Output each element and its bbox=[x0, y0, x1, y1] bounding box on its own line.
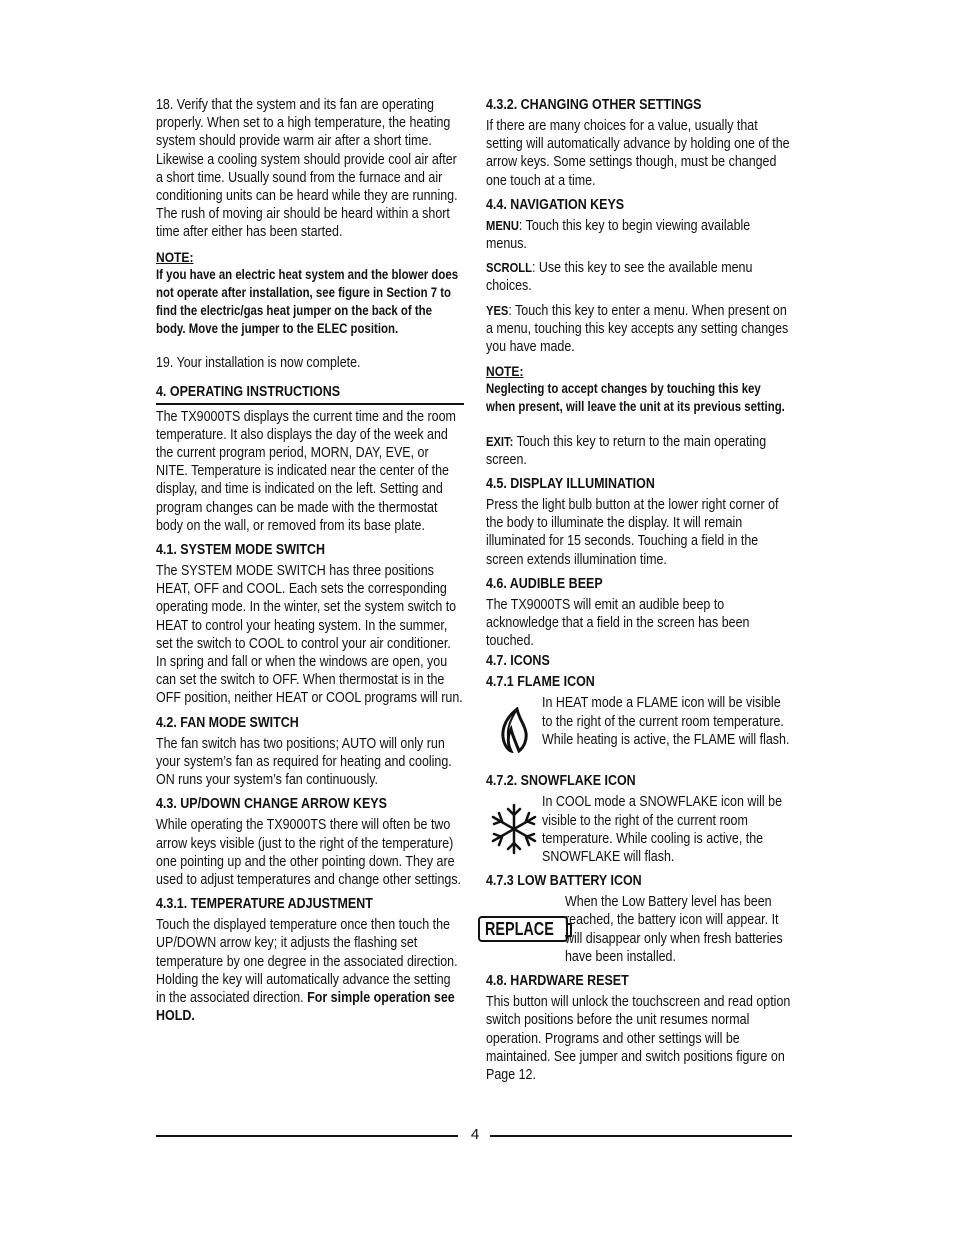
note-text-right: Neglecting to accept changes by touching this key when present, will leave the unit at its previous setting. bbox=[486, 381, 785, 415]
left-column bbox=[156, 96, 464, 1031]
section-4-6-text: The TX9000TS will emit an audible beep to acknowledge that a field in the screen has been touched. bbox=[486, 596, 750, 650]
battery-icon-row bbox=[486, 893, 792, 966]
section-4-4-title: 4.4. NAVIGATION KEYS bbox=[486, 196, 625, 213]
step-19-text: 19. Your installation is now complete. bbox=[156, 355, 361, 372]
low-battery-icon bbox=[486, 893, 565, 965]
section-4-8-title: 4.8. HARDWARE RESET bbox=[486, 973, 629, 990]
section-4-3-2-title: 4.3.2. CHANGING OTHER SETTINGS bbox=[486, 97, 702, 113]
step-18-text: 18. Verify that the system and its fan are operating properly. When set to a high temperature, the heating system should provide warm air after a short time. Likewise a cooling system should provide cool air after a short time. Usually sound from the furnace and air conditioning units can be heard while they are running. The rush of moving air should be heard within a short time after either has been started. bbox=[156, 97, 458, 241]
yes-key-label: YES bbox=[486, 302, 509, 318]
section-4-7-3-title: 4.7.3 LOW BATTERY ICON bbox=[486, 873, 642, 890]
yes-key-text: YES: Touch this key to enter a menu. When present on a menu, touching this key accepts any setting changes you have made. bbox=[486, 302, 789, 356]
section-4-2-title: 4.2. FAN MODE SWITCH bbox=[156, 714, 299, 731]
page-number: 4 bbox=[470, 1126, 480, 1143]
flame-icon bbox=[486, 694, 542, 766]
section-4-8-text: This button will unlock the touchscreen and read option switch positions before the unit resumes normal operation. Programs and other settings will be maintained. See jumper and switch positions figure on Page 12. bbox=[486, 994, 791, 1083]
section-4-7-2-text: In COOL mode a SNOWFLAKE icon will be visible to the right of the current room temperature. While cooling is active, the SNOWFLAKE will flash. bbox=[542, 794, 783, 866]
exit-key-text: EXIT: Touch this key to return to the main operating screen. bbox=[486, 433, 767, 468]
section-4-text: The TX9000TS displays the current time and the room temperature. It also displays the day of the week and the current program period, MORN, DAY, EVE, or NITE. Temperature is indicated near the center of the display, and time is indicated on the left. Setting and program changes can be made with the thermostat body on the wall, or removed from its base plate. bbox=[156, 408, 456, 534]
section-4-3-1-title: 4.3.1. TEMPERATURE ADJUSTMENT bbox=[156, 896, 373, 913]
section-4-3-2-text: If there are many choices for a value, usually that setting will automatically advance by holding one of the arrow keys. Some settings though, must be changed one touch at a time. bbox=[486, 118, 790, 189]
battery-replace-label: REPLACE bbox=[484, 919, 554, 940]
section-4-7-1-title: 4.7.1 FLAME ICON bbox=[486, 674, 595, 691]
note-label-right: NOTE: bbox=[486, 363, 524, 380]
menu-key-label: MENU bbox=[486, 217, 519, 233]
snowflake-icon bbox=[486, 793, 542, 865]
section-4-title: 4. OPERATING INSTRUCTIONS bbox=[156, 383, 464, 405]
scroll-key-label: SCROLL bbox=[486, 260, 532, 276]
section-4-7-1-text: In HEAT mode a FLAME icon will be visible to the right of the current room temperature. While heating is active, the FLAME will flash. bbox=[542, 695, 790, 748]
section-4-5-text: Press the light bulb button at the lower right corner of the body to illuminate the display. It will remain illuminated for 15 seconds. Touching a field in the screen extends illumination time. bbox=[486, 497, 779, 568]
section-4-1-text: The SYSTEM MODE SWITCH has three positions HEAT, OFF and COOL. Each sets the corresponding operating mode. In the winter, set the system switch to HEAT to control your heating system. In the summer, set the switch to COOL to control your air conditioner. In spring and fall or when the windows are open, you can set the switch to OFF. When thermostat is in the OFF position, neither HEAT or COOL programs will run. bbox=[156, 563, 463, 707]
exit-key-label: EXIT: bbox=[486, 433, 514, 449]
section-4-1-title: 4.1. SYSTEM MODE SWITCH bbox=[156, 542, 326, 559]
section-4-3-1-text: Touch the displayed temperature once then touch the UP/DOWN arrow key; it adjusts the flashing set temperature by one degree in the associated direction. Holding the key will automatically advance the setting in the associated direction. For simple operation see HOLD. bbox=[156, 917, 458, 1025]
section-4-6-title: 4.6. AUDIBLE BEEP bbox=[486, 575, 603, 592]
footer-rule-left bbox=[156, 1135, 458, 1137]
footer-rule-right bbox=[490, 1135, 792, 1137]
section-4-2-text: The fan switch has two positions; AUTO will only run your system’s fan as required for heating and cooling. ON runs your system’s fan continuously. bbox=[156, 735, 452, 789]
section-4-3-title: 4.3. UP/DOWN CHANGE ARROW KEYS bbox=[156, 796, 387, 813]
menu-key-text: MENU: Touch this key to begin viewing available menus. bbox=[486, 217, 751, 253]
right-column bbox=[486, 96, 792, 1090]
section-4-3-text: While operating the TX9000TS there will often be two arrow keys visible (just to the right of the temperature) one pointing up and the other pointing down. They are used to adjust temperatures and change other settings. bbox=[156, 817, 462, 888]
note-text: If you have an electric heat system and the blower does not operate after installation, see figure in Section 7 to find the electric/gas heat jumper on the back of the body. Move the jumper to the ELEC position. bbox=[156, 266, 459, 337]
section-4-7-title: 4.7. ICONS bbox=[486, 653, 550, 670]
section-4-5-title: 4.5. DISPLAY ILLUMINATION bbox=[486, 476, 655, 493]
flame-icon-row bbox=[486, 694, 792, 766]
section-4-7-3-text: When the Low Battery level has been reached, the battery icon will appear. It will disappear only when fresh batteries have been installed. bbox=[565, 894, 783, 965]
snowflake-icon-row bbox=[486, 793, 792, 866]
scroll-key-text: SCROLL: Use this key to see the available menu choices. bbox=[486, 260, 753, 295]
hold-reference: For simple operation see HOLD. bbox=[156, 989, 455, 1025]
note-label: NOTE: bbox=[156, 248, 194, 265]
section-4-7-2-title: 4.7.2. SNOWFLAKE ICON bbox=[486, 773, 636, 790]
